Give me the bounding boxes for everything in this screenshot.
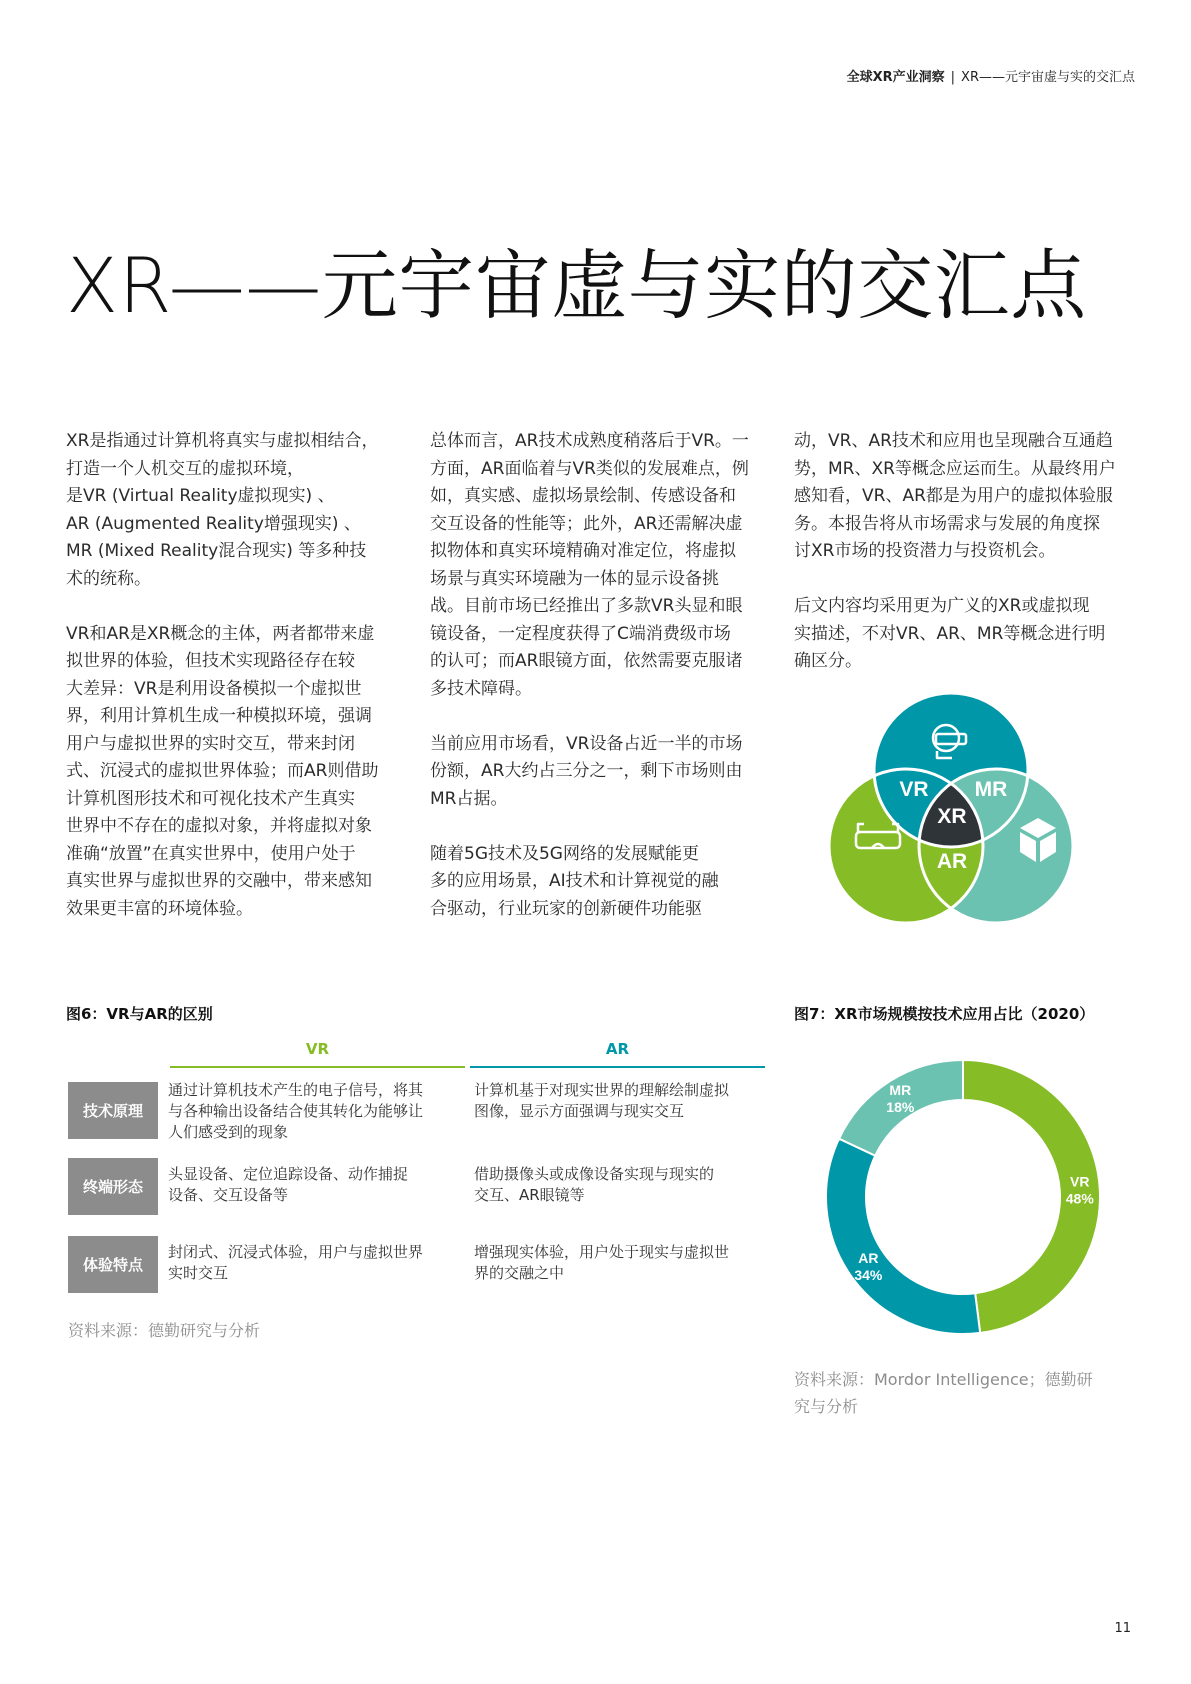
figure-6-title: 图6：VR与AR的区别 bbox=[66, 1005, 213, 1023]
body-column-3 bbox=[794, 428, 1116, 703]
body-column-1 bbox=[66, 428, 388, 951]
slice-value-mr: 18% bbox=[886, 1099, 915, 1116]
paragraph: XR是指通过计算机将真实与虚拟相结合， 打造一个人机交互的虚拟环境， 是VR (Virtual Reality虚拟现实) 、 AR (Augmented Reality增强现实) 、 MR (Mixed Reality混合现实) 等多种技 术的统称。 bbox=[66, 431, 379, 589]
slice-value-ar: 34% bbox=[854, 1266, 883, 1283]
cell-ar-tech-principle: 计算机基于对现实世界的理解绘制虚拟 图像，显示方面强调与现实交互 bbox=[474, 1081, 730, 1120]
venn-label-ar: AR bbox=[936, 850, 968, 873]
cell-vr-device-form: 头显设备、定位追踪设备、动作捕捉 设备、交互设备等 bbox=[168, 1165, 409, 1204]
paragraph: VR和AR是XR概念的主体，两者都带来虚 拟世界的体验，但技术实现路径存在较 大差异：VR是利用设备模拟一个虚拟世 界，利用计算机生成一种模拟环境，强调 用户与虚拟世界的实时交互，带来封闭 式、沉浸式的虚拟世界体验；而AR则借助 计算机图形技术和可视化技术产生真实 世界中不存在的虚拟对象，并将虚拟对象 准确“放置”在真实世界中，使用户处于 真实世界与虚拟世界的交融中，带来感知 效果更丰富的环境体验。 bbox=[66, 623, 379, 919]
paragraph: 动，VR、AR技术和应用也呈现融合互通趋 势，MR、XR等概念应运而生。从最终用户 感知看，VR、AR都是为用户的虚拟体验服 务。本报告将从市场需求与发展的角度探 讨XR市场的投资潜力与投资机会。 bbox=[794, 431, 1116, 561]
figure-6-source: 资料来源：德勤研究与分析 bbox=[68, 1321, 261, 1340]
row-label-tech-principle: 技术原理 bbox=[68, 1082, 158, 1139]
figure-7-source: 资料来源：Mordor Intelligence；德勤研 究与分析 bbox=[794, 1370, 1093, 1416]
xr-market-share-donut-chart bbox=[818, 1052, 1108, 1342]
xr-venn-diagram bbox=[824, 688, 1078, 928]
header-separator: | bbox=[950, 70, 956, 85]
paragraph: 随着5G技术及5G网络的发展赋能更 多的应用场景，AI技术和计算视觉的融 合驱动，行业玩家的创新硬件功能驱 bbox=[430, 843, 719, 919]
slice-label-mr: MR bbox=[889, 1082, 912, 1099]
cell-ar-experience: 增强现实体验，用户处于现实与虚拟世 界的交融之中 bbox=[474, 1243, 730, 1282]
slice-label-ar: AR bbox=[858, 1249, 879, 1266]
slice-ar bbox=[826, 1139, 980, 1334]
cell-vr-tech-principle: 通过计算机技术产生的电子信号，将其 与各种输出设备结合使其转化为能够让 人们感受到的现象 bbox=[168, 1081, 424, 1141]
cell-vr-experience: 封闭式、沉浸式体验，用户与虚拟世界 实时交互 bbox=[168, 1243, 424, 1282]
venn-label-xr: XR bbox=[937, 805, 967, 828]
venn-label-vr: VR bbox=[899, 778, 929, 801]
column-header-vr: VR bbox=[170, 1040, 465, 1068]
slice-label-vr: VR bbox=[1070, 1173, 1090, 1190]
figure-7-title: 图7：XR市场规模按技术应用占比（2020） bbox=[794, 1005, 1095, 1023]
paragraph: 当前应用市场看，VR设备占近一半的市场 份额，AR大约占三分之一，剩下市场则由 MR占据。 bbox=[430, 733, 743, 809]
paragraph: 总体而言，AR技术成熟度稍落后于VR。一 方面，AR面临着与VR类似的发展难点，例 如，真实感、虚拟场景绘制、传感设备和 交互设备的性能等；此外，AR还需解决虚 拟物体和真实环境精确对准定位，将虚拟 场景与真实环境融为一体的显示设备挑 战。目前市场已经推出了多款VR头显和眼 镜设备，一定程度获得了C端消费级市场 的认可；而AR眼镜方面，依然需要克服诸 多技术障碍。 bbox=[430, 431, 749, 699]
page-number: 11 bbox=[1114, 1621, 1131, 1636]
column-header-ar: AR bbox=[470, 1040, 765, 1068]
running-header bbox=[847, 66, 1135, 85]
slice-value-vr: 48% bbox=[1065, 1190, 1094, 1207]
paragraph: 后文内容均采用更为广义的XR或虚拟现 实描述，不对VR、AR、MR等概念进行明 确区分。 bbox=[794, 596, 1106, 671]
row-label-experience: 体验特点 bbox=[68, 1236, 158, 1293]
row-label-device-form: 终端形态 bbox=[68, 1158, 158, 1215]
header-section-name: XR——元宇宙虚与实的交汇点 bbox=[961, 70, 1135, 85]
venn-label-mr: MR bbox=[974, 778, 1008, 801]
page-title: XR——元宇宙虚与实的交汇点 bbox=[66, 241, 1087, 330]
header-report-name: 全球XR产业洞察 bbox=[846, 70, 945, 85]
body-column-2 bbox=[430, 428, 752, 951]
cell-ar-device-form: 借助摄像头或成像设备实现与现实的 交互、AR眼镜等 bbox=[474, 1165, 715, 1204]
